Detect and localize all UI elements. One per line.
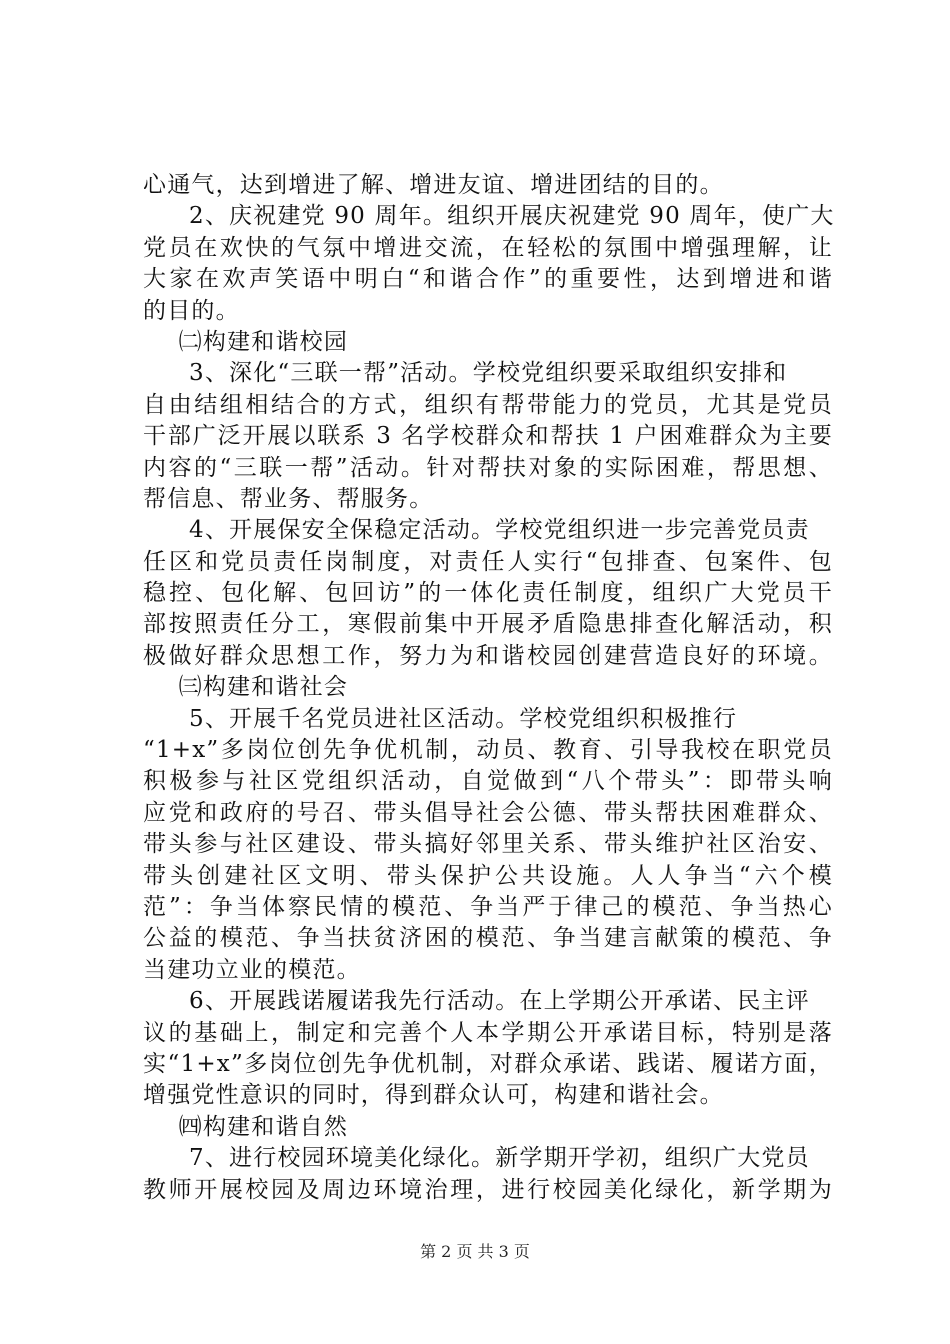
- text-line: 7、进行校园环境美化绿化。新学期开学初，组织广大党员: [189, 1145, 810, 1172]
- text-line: 内容的“三联一帮”活动。针对帮扶对象的实际困难，帮思想、: [143, 454, 833, 481]
- section-heading: ㈢构建和谐社会: [178, 674, 349, 701]
- document-body: [143, 170, 833, 1206]
- section-heading: ㈡构建和谐校园: [178, 328, 349, 355]
- text-line: 5、开展千名党员进社区活动。学校党组织积极推行: [189, 705, 738, 732]
- text-line: 教师开展校园及周边环境治理，进行校园美化绿化，新学期为: [143, 1176, 833, 1203]
- text-line: 极做好群众思想工作，努力为和谐校园创建营造良好的环境。: [143, 642, 833, 669]
- text-line: “1+x”多岗位创先争优机制，动员、教育、引导我校在职党员: [143, 737, 833, 764]
- text-line: 4、开展保安全保稳定活动。学校党组织进一步完善党员责: [189, 517, 810, 544]
- text-line: 范”：争当体察民情的模范、争当严于律己的模范、争当热心: [143, 893, 833, 920]
- text-line: 带头参与社区建设、带头搞好邻里关系、带头维护社区治安、: [143, 831, 833, 858]
- text-line: 积极参与社区党组织活动，自觉做到“八个带头”：即带头响: [143, 768, 833, 795]
- text-line: 6、开展践诺履诺我先行活动。在上学期公开承诺、民主评: [189, 988, 810, 1015]
- text-line: 大家在欢声笑语中明白“和谐合作”的重要性，达到增进和谐: [143, 266, 833, 293]
- text-line: 2、庆祝建党 90 周年。组织开展庆祝建党 90 周年，使广大: [189, 203, 835, 230]
- text-line: 3、深化“三联一帮”活动。学校党组织要采取组织安排和: [189, 360, 788, 387]
- text-line: 带头创建社区文明、带头保护公共设施。人人争当“六个模: [143, 862, 833, 889]
- text-line: 实“1+x”多岗位创先争优机制，对群众承诺、践诺、履诺方面，: [143, 1050, 833, 1077]
- text-line: 党员在欢快的气氛中增进交流，在轻松的氛围中增强理解，让: [143, 234, 833, 261]
- section-heading: ㈣构建和谐自然: [178, 1113, 349, 1140]
- text-line: 稳控、包化解、包回访”的一体化责任制度，组织广大党员干: [143, 580, 833, 607]
- text-line: 任区和党员责任岗制度，对责任人实行“包排查、包案件、包: [143, 548, 833, 575]
- text-line: 干部广泛开展以联系 3 名学校群众和帮扶 1 户困难群众为主要: [143, 423, 833, 450]
- text-line: 帮信息、帮业务、帮服务。: [143, 485, 434, 512]
- text-line: 应党和政府的号召、带头倡导社会公德、带头帮扶困难群众、: [143, 799, 833, 826]
- text-line: 心通气，达到增进了解、增进友谊、增进团结的目的。: [143, 172, 724, 198]
- text-line: 部按照责任分工，寒假前集中开展矛盾隐患排查化解活动，积: [143, 611, 833, 638]
- text-line: 议的基础上，制定和完善个人本学期公开承诺目标，特别是落: [143, 1019, 833, 1046]
- text-line: 的目的。: [143, 297, 240, 324]
- text-line: 当建功立业的模范。: [143, 956, 361, 983]
- page-footer: 第 2 页 共 3 页: [420, 1242, 530, 1261]
- text-line: 增强党性意识的同时，得到群众认可，构建和谐社会。: [143, 1082, 724, 1109]
- text-line: 公益的模范、争当扶贫济困的模范、争当建言献策的模范、争: [143, 925, 833, 952]
- text-line: 自由结组相结合的方式，组织有帮带能力的党员，尤其是党员: [143, 391, 833, 418]
